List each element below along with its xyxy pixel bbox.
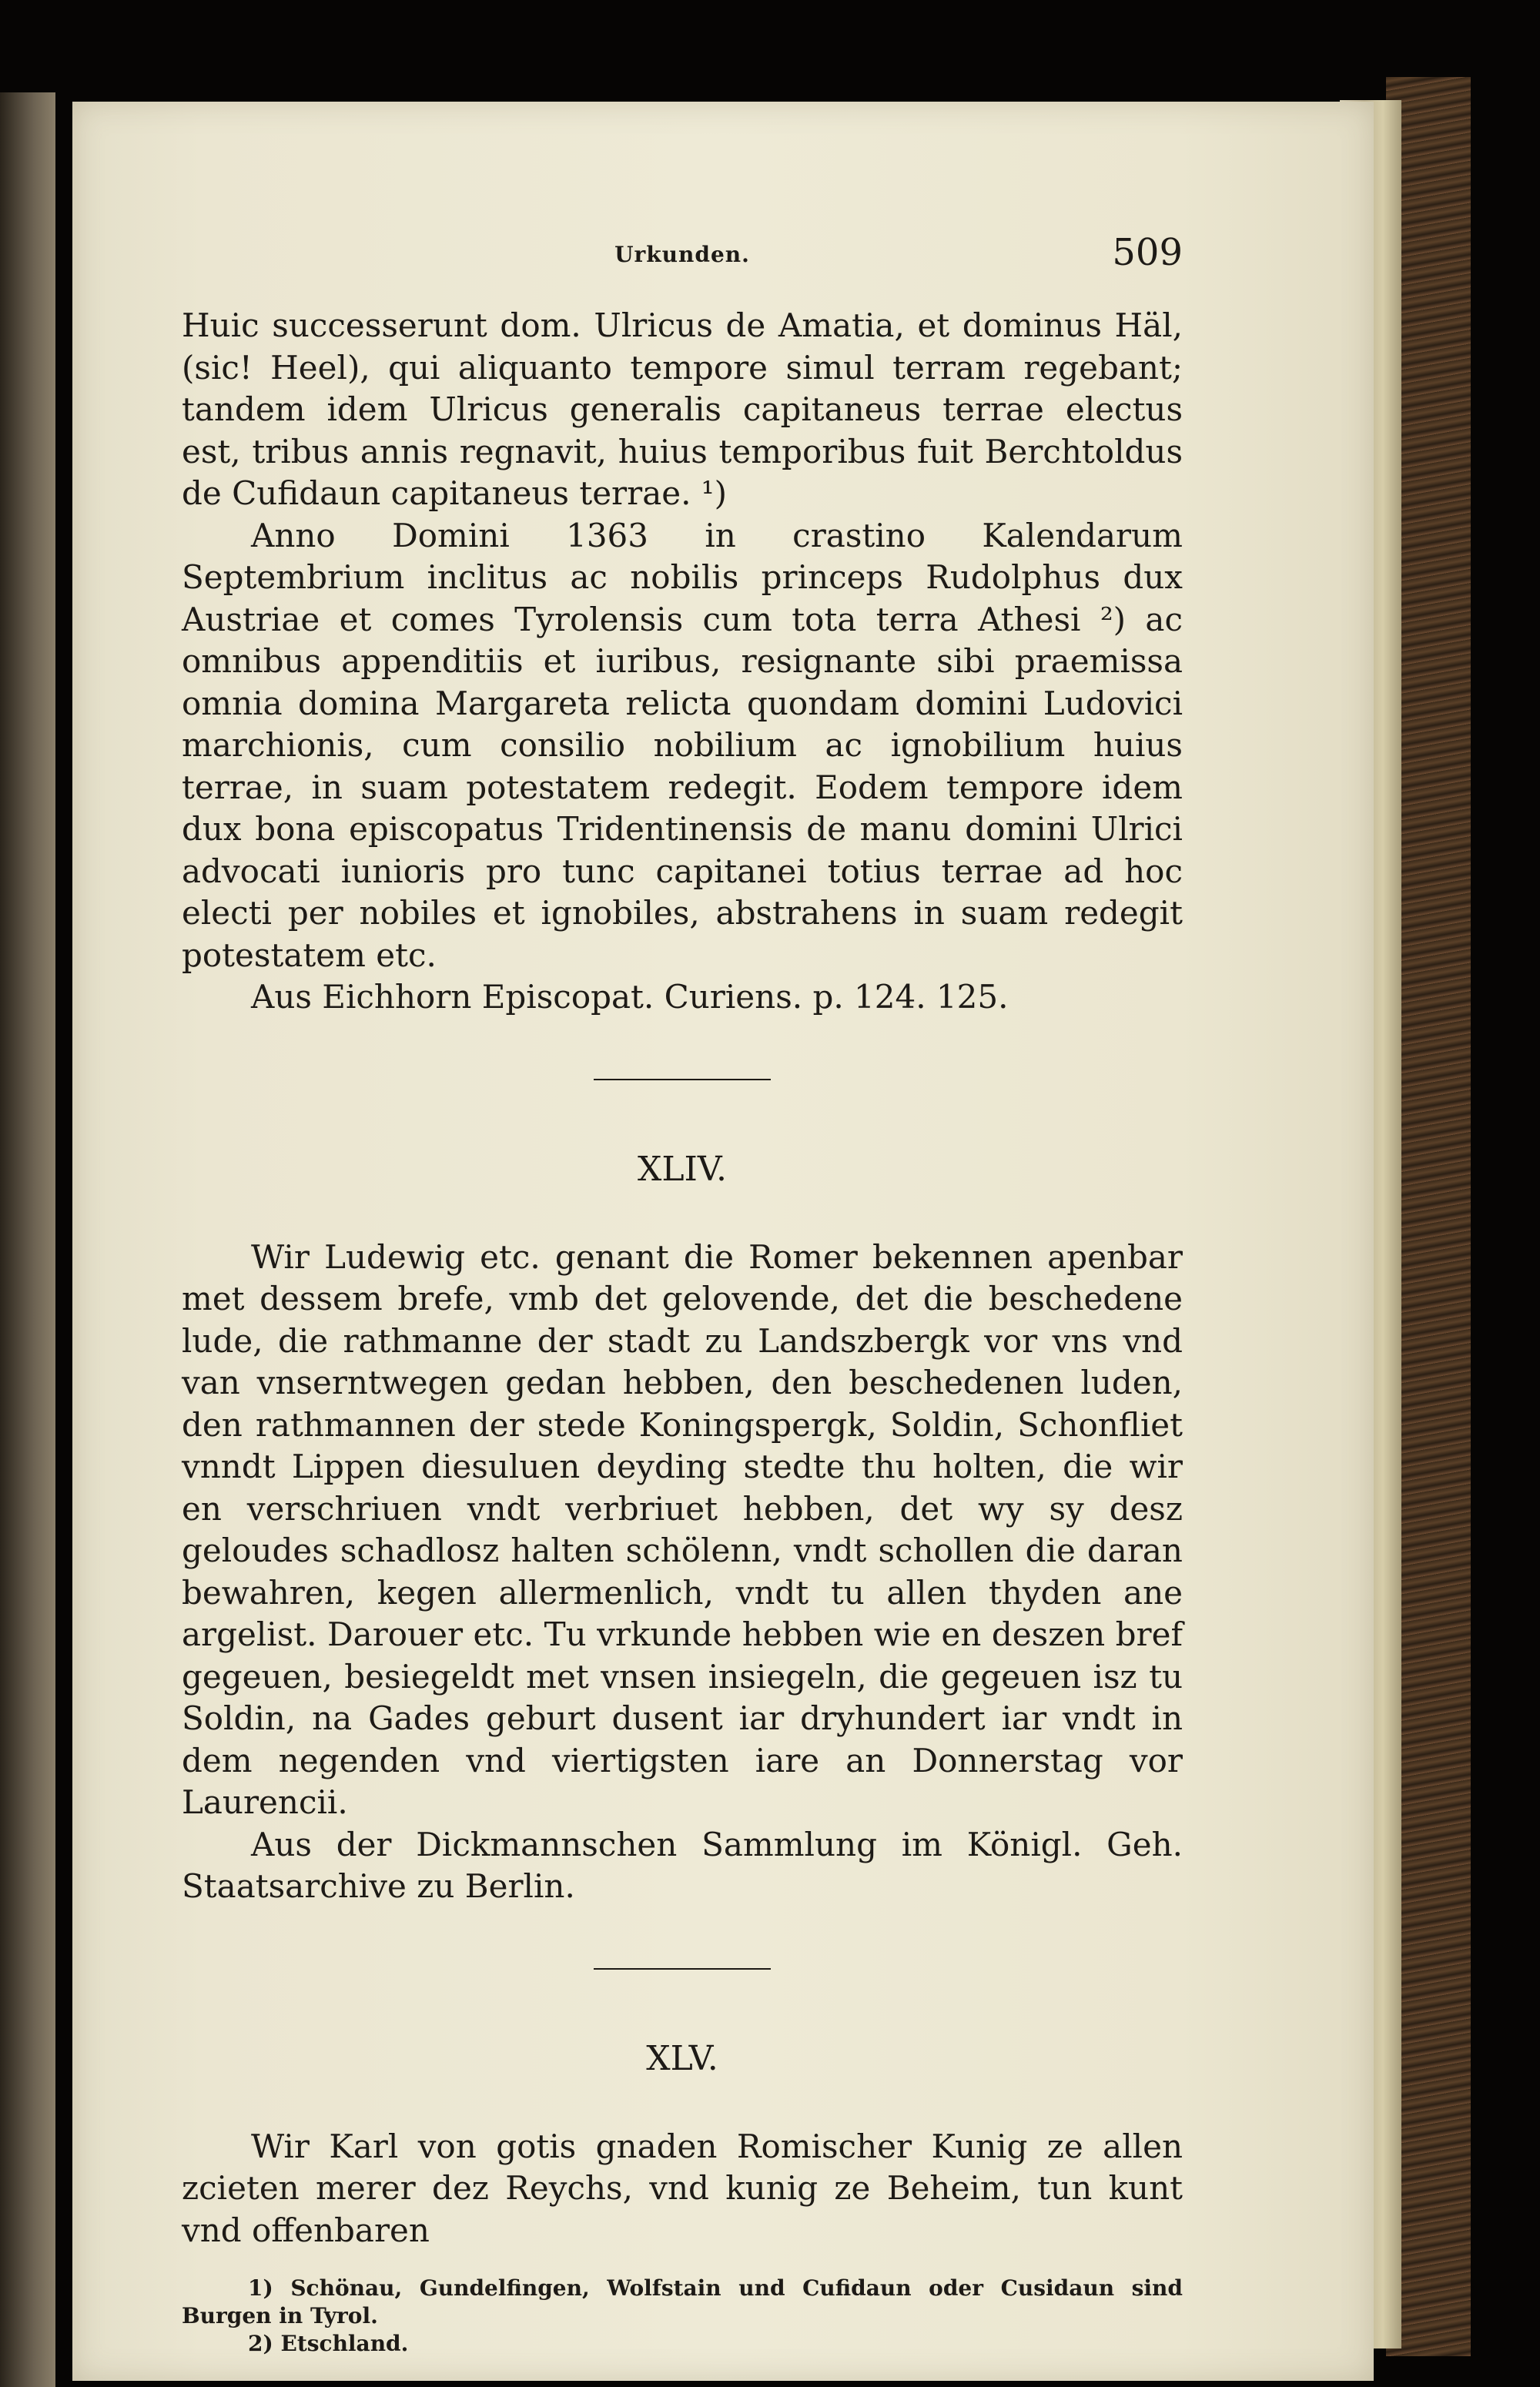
running-head-title: Urkunden. — [614, 242, 750, 267]
source-note: Aus der Dickmannschen Sammlung im Königl. Geh. Staatsarchive zu Berlin. — [182, 1825, 1183, 1905]
paragraph: Anno Domini 1363 in crastino Kalendarum Septembrium inclitus ac nobilis princeps Rudolphus dux Austriae et comes Tyrolensis cum tota terra Athesi ²) ac omnibus appenditiis et iuribus, resignante sibi praemissa omnia domina Margareta relicta quondam domini Ludovici marchionis, cum consilio nobilium ac ignobilium huius terrae, in suam potestatem redegit. Eodem tempore idem dux bona episcopatus Tridentinensis de manu domini Ulrici advocati iunioris pro tunc capitanei totius terrae ad hoc electi per nobiles et ignobiles, abstrahens in suam redegit potestatem etc. — [182, 516, 1183, 974]
section-xlv — [182, 2039, 1183, 2252]
paragraph: Wir Ludewig etc. genant die Romer bekennen apenbar met dessem brefe, vmb det gelovende, det die beschedene lude, die rathmanne der stadt zu Landszbergk vor vns vnd van vnserntwegen gedan hebben, den beschedenen luden, den rathmannen der stede Koningspergk, Soldin, Schonfliet vnndt Lippen diesuluen deyding stedte thu holten, die wir en verschriuen vndt verbriuet hebben, det wy sy desz geloudes schadlosz halten schölenn, vndt schollen die daran bewahren, kegen allermenlich, vndt tu allen thyden ane argelist. Darouer etc. Tu vrkunde hebben wie en deszen bref gegeuen, besiegeldt met vnsen insiegeln, die gegeuen isz tu Soldin, na Gades geburt dusent iar dryhundert iar vndt in dem negenden vnd viertigsten iare an Donnerstag vor Laurencii. — [182, 1237, 1183, 1821]
section-numeral: XLV. — [646, 2038, 718, 2078]
source-note: Aus Eichhorn Episcopat. Curiens. p. 124. 125. — [251, 978, 1009, 1016]
section-numeral: XLIV. — [638, 1149, 727, 1189]
footnotes — [182, 2275, 1183, 2358]
paragraph: Wir Karl von gotis gnaden Romischer Kunig ze allen zcieten merer dez Reychs, vnd kunig ze Beheim, tun kunt vnd offenbaren — [182, 2127, 1183, 2249]
section-top — [182, 305, 1183, 1019]
section-xliv — [182, 1150, 1183, 1908]
section-divider — [594, 1968, 771, 1970]
page-number: 509 — [1112, 231, 1183, 274]
running-head — [182, 231, 1183, 286]
paragraph: Huic successerunt dom. Ulricus de Amatia, et dominus Häl, (sic! Heel), qui aliquanto tempore simul terram regebant; tandem idem Ulricus generalis capitaneus terrae electus est, tribus annis regnavit, huius temporibus fuit Berchtoldus de Cufidaun capitaneus terrae. ¹) — [182, 306, 1183, 512]
page-content — [182, 231, 1183, 2358]
footnote: 2) Etschland. — [248, 2331, 409, 2356]
section-divider — [594, 1079, 771, 1080]
footnote: 1) Schönau, Gundelfingen, Wolfstain und Cufidaun oder Cusidaun sind Burgen in Tyrol. — [182, 2275, 1183, 2328]
previous-page-edge — [0, 92, 55, 2387]
